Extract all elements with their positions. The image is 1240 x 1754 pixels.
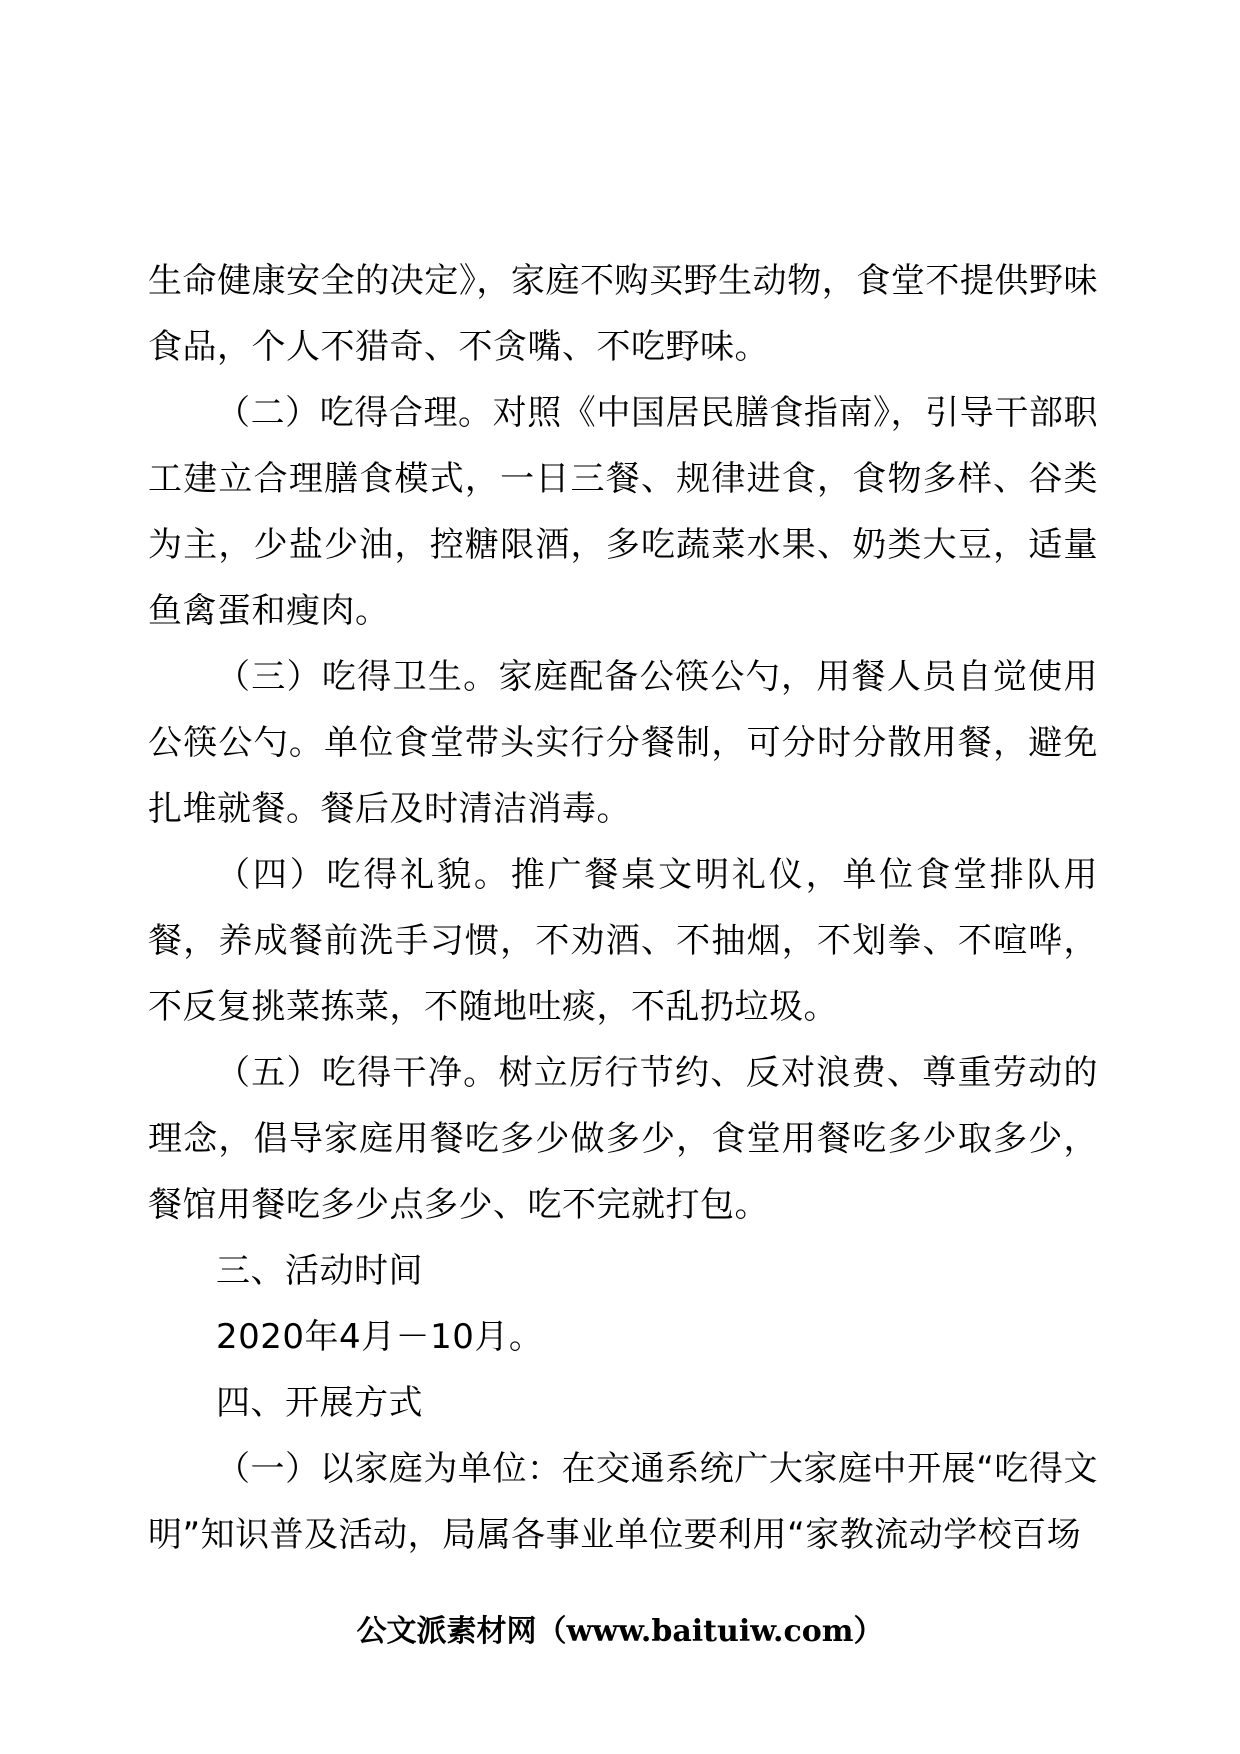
paragraph-eat-cleanly: （五）吃得干净。树立厉行节约、反对浪费、尊重劳动的理念，倡导家庭用餐吃多少做多少，食堂用餐吃多少取多少，餐馆用餐吃多少点多少、吃不完就打包。 (148, 1053, 1098, 1225)
paragraph-activity-dates: 2020年4月－10月。 (216, 1317, 544, 1357)
section-heading-activity-time: 三、活动时间 (216, 1251, 423, 1291)
document-body (148, 248, 1098, 1568)
paragraph-eat-politely: （四）吃得礼貌。推广餐桌文明礼仪，单位食堂排队用餐，养成餐前洗手习惯，不劝酒、不抽烟，不划拳、不喧哗，不反复挑菜拣菜，不随地吐痰，不乱扔垃圾。 (148, 855, 1098, 1027)
paragraph-family-unit: （一）以家庭为单位：在交通系统广大家庭中开展“吃得文明”知识普及活动，局属各事业单位要利用“家教流动学校百场 (148, 1449, 1098, 1555)
paragraph-eat-hygienically: （三）吃得卫生。家庭配备公筷公勺，用餐人员自觉使用公筷公勺。单位食堂带头实行分餐制，可分时分散用餐，避免扎堆就餐。餐后及时清洁消毒。 (148, 657, 1098, 829)
paragraph-continuation: 生命健康安全的决定》，家庭不购买野生动物，食堂不提供野味食品，个人不猎奇、不贪嘴、不吃野味。 (148, 261, 1098, 367)
paragraph-eat-reasonably: （二）吃得合理。对照《中国居民膳食指南》，引导干部职工建立合理膳食模式，一日三餐、规律进食，食物多样、谷类为主，少盐少油，控糖限酒，多吃蔬菜水果、奶类大豆，适量鱼禽蛋和瘦肉。 (148, 393, 1098, 631)
footer-watermark: 公文派素材网（www.baituiw.com） (356, 1614, 884, 1649)
section-heading-methods: 四、开展方式 (216, 1383, 423, 1423)
